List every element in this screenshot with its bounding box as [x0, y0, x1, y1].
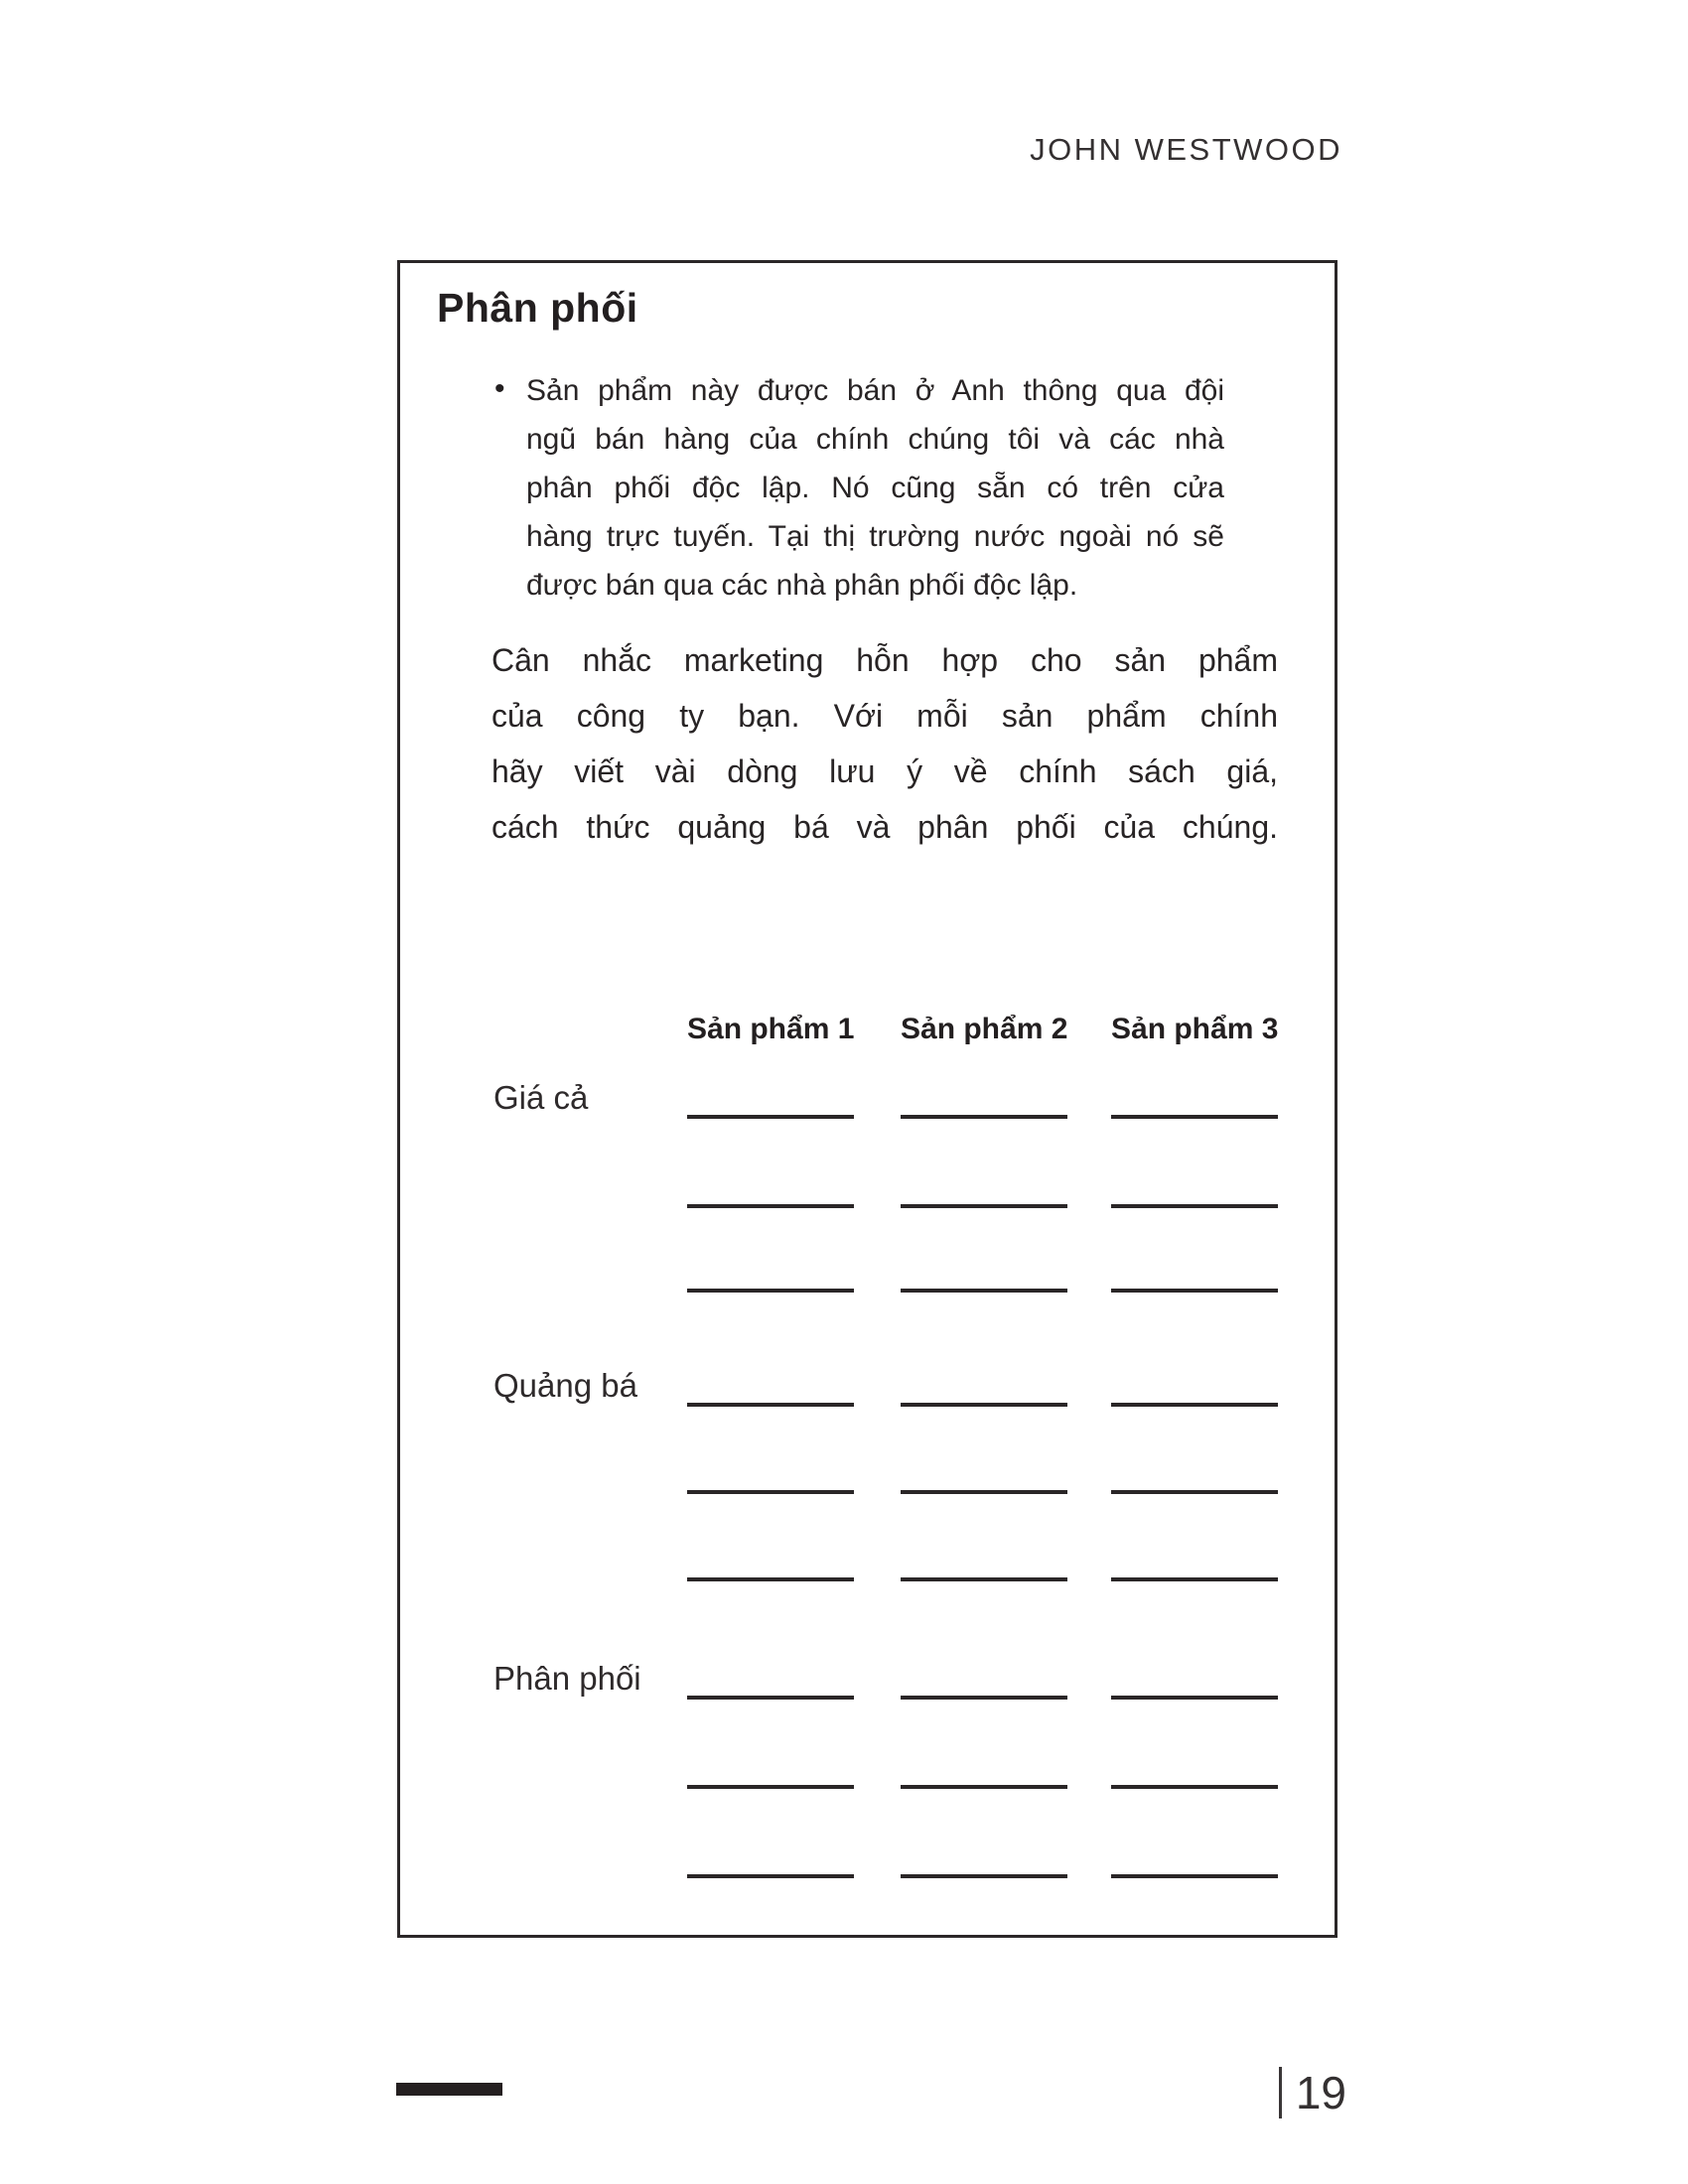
row-label-promotion: Quảng bá — [493, 1367, 637, 1404]
blank-line — [1111, 1874, 1278, 1878]
marketing-mix-table — [400, 263, 1335, 1935]
distribution-worksheet-box — [397, 260, 1337, 1938]
blank-line — [901, 1204, 1067, 1208]
footer-rule — [396, 2083, 502, 2096]
page-number-divider — [1279, 2067, 1282, 2118]
blank-line — [901, 1490, 1067, 1494]
blank-line — [901, 1577, 1067, 1581]
page-number-value: 19 — [1295, 2067, 1346, 2118]
column-header-product-3: Sản phẩm 3 — [1111, 1013, 1279, 1045]
instruction-line: Cân nhắc marketing hỗn hợp cho sản phẩm — [492, 642, 1278, 678]
section-title: Phân phối — [437, 285, 638, 331]
blank-line — [901, 1874, 1067, 1878]
blank-line — [1111, 1696, 1278, 1700]
row-label-price: Giá cả — [493, 1079, 589, 1116]
blank-line — [687, 1696, 854, 1700]
blank-line — [1111, 1115, 1278, 1119]
instruction-line: cách thức quảng bá và phân phối của chúng. — [492, 809, 1278, 845]
page-number — [1279, 2067, 1346, 2118]
bullet-line: phân phối độc lập. Nó cũng sẵn có trên cửa — [526, 472, 1224, 504]
blank-line — [901, 1403, 1067, 1407]
blank-line — [1111, 1577, 1278, 1581]
bullet-icon: • — [494, 372, 505, 405]
blank-line — [901, 1785, 1067, 1789]
column-header-product-1: Sản phẩm 1 — [687, 1013, 855, 1045]
instruction-line: của công ty bạn. Với mỗi sản phẩm chính — [492, 698, 1278, 734]
blank-line — [687, 1874, 854, 1878]
blank-line — [1111, 1403, 1278, 1407]
blank-line — [687, 1403, 854, 1407]
blank-line — [687, 1490, 854, 1494]
blank-line — [901, 1115, 1067, 1119]
blank-line — [1111, 1785, 1278, 1789]
blank-line — [1111, 1490, 1278, 1494]
bullet-line: Sản phẩm này được bán ở Anh thông qua đội — [526, 374, 1224, 407]
running-header-author: JOHN WESTWOOD — [1030, 132, 1342, 167]
bullet-line: ngũ bán hàng của chính chúng tôi và các nhà — [526, 423, 1224, 456]
blank-line — [687, 1577, 854, 1581]
blank-line — [901, 1696, 1067, 1700]
blank-line — [901, 1289, 1067, 1293]
row-label-distribution: Phân phối — [493, 1660, 641, 1697]
blank-line — [1111, 1204, 1278, 1208]
blank-line — [687, 1785, 854, 1789]
blank-line — [687, 1289, 854, 1293]
blank-line — [687, 1204, 854, 1208]
blank-line — [687, 1115, 854, 1119]
column-header-product-2: Sản phẩm 2 — [901, 1013, 1068, 1045]
blank-line — [1111, 1289, 1278, 1293]
bullet-line: hàng trực tuyến. Tại thị trường nước ngoài nó sẽ — [526, 520, 1224, 553]
instruction-line: hãy viết vài dòng lưu ý về chính sách giá, — [492, 753, 1278, 789]
bullet-line: được bán qua các nhà phân phối độc lập. — [526, 569, 1078, 602]
